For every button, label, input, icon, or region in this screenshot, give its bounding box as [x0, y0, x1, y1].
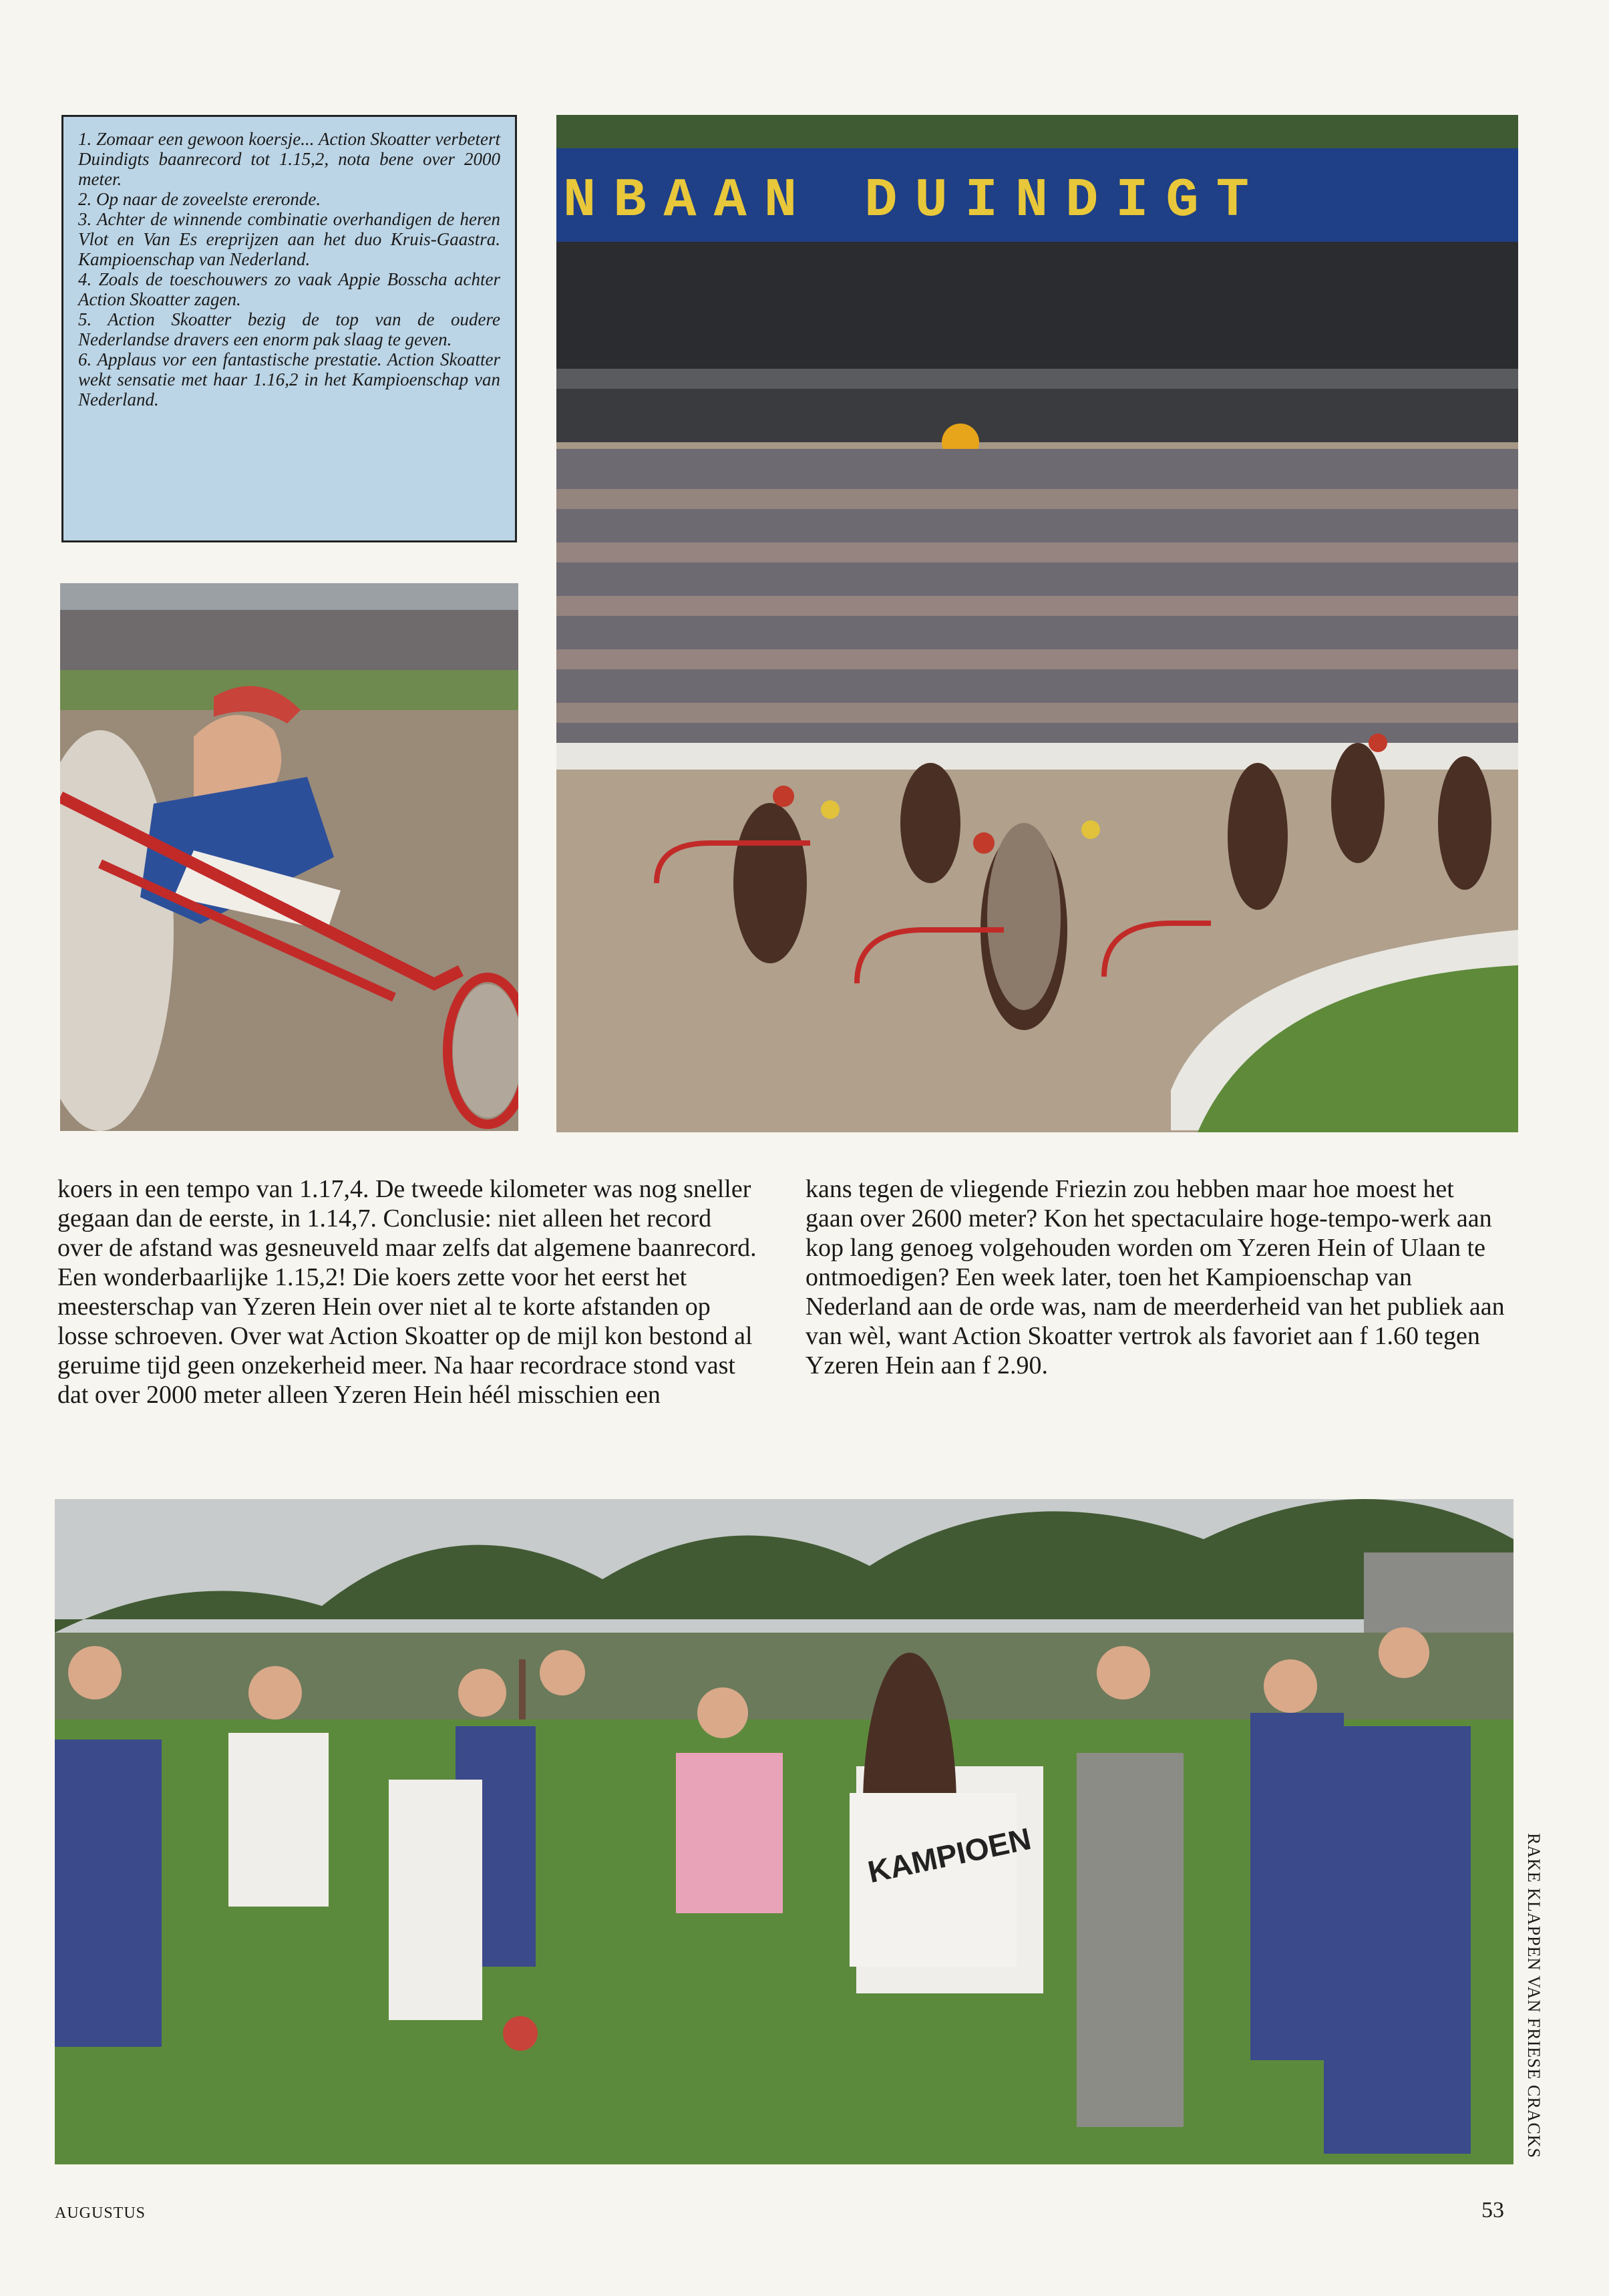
body-text-left: koers in een tempo van 1.17,4. De tweede kilometer was nog sneller gegaan dan de eerste, in 1.14,7. Conclusie: niet alleen het record over de afstand was gesneuveld maar zelfs dat algemene baanrecord. Een wonderbaarlijke 1.15,2! Die koers zette voor het eerst het meesterschap van Yzeren Hein over niet al te korte afstanden op losse schroeven. Over wat Action Skoatter op de mijl kon bestond al geruime tijd geen onzekerheid meer. Na haar recordrace stond vast dat over 2000 meter alleen Yzeren Hein héél misschien een: [57, 1175, 757, 1409]
running-title: RAKE KLAPPEN VAN FRIESE CRACKS: [1524, 1833, 1544, 2159]
race-photo: [556, 115, 1518, 1132]
caption-1: 1. Zomaar een gewoon koersje... Action Skoatter verbetert Duindigts baanrecord tot 1.15,2, nota bene over 2000 meter.: [78, 129, 500, 189]
caption-4: 4. Zoals de toeschouwers zo vaak Appie Bosscha achter Action Skoatter zagen.: [78, 269, 500, 309]
body-column-right: [806, 1174, 1507, 1380]
celebration-photo: [55, 1499, 1513, 2164]
page-number: 53: [1481, 2198, 1504, 2223]
body-column-left: [57, 1174, 759, 1410]
body-text-right: kans tegen de vliegende Friezin zou hebben maar hoe moest het gaan over 2600 meter? Kon het spectaculaire hoge-tempo-werk aan kop lang genoeg volgehouden worden om Yzeren Hein of Ulaan te ontmoedigen? Een week later, toen het Kampioenschap van Nederland aan de orde was, nam de meerderheid van het publiek aan van wèl, want Action Skoatter vertrok als favoriet aan f 1.60 tegen Yzeren Hein aan f 2.90.: [806, 1175, 1505, 1379]
caption-5: 5. Action Skoatter bezig de top van de oudere Nederlandse dravers een enorm pak slaag te geven.: [78, 309, 500, 349]
caption-box: [61, 115, 517, 542]
caption-6: 6. Applaus vor een fantastische prestatie. Action Skoatter wekt sensatie met haar 1.16,2 in het Kampioenschap van Nederland.: [78, 349, 500, 409]
caption-2: 2. Op naar de zoveelste ereronde.: [78, 189, 321, 209]
footer-month: AUGUSTUS: [55, 2204, 146, 2222]
driver-photo: [60, 583, 518, 1131]
blanket-text: KAMPIOEN: [864, 1820, 1035, 1890]
caption-3: 3. Achter de winnende combinatie overhandigen de heren Vlot en Van Es ereprijzen aan het duo Kruis-Gaastra. Kampioenschap van Nederland.: [78, 209, 500, 269]
banner-text: NBAAN DUINDIGT: [563, 170, 1266, 232]
